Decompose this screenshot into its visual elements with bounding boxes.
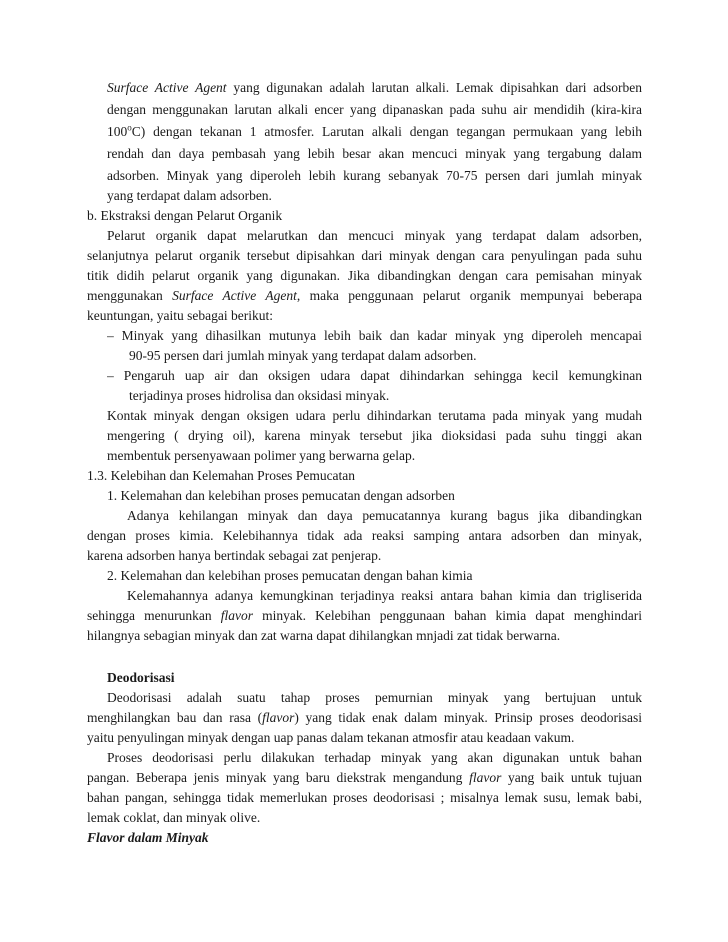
text-line: Adanya kehilangan minyak dan daya pemucatannya kurang bagus jika dibandingkan — [127, 508, 642, 523]
text-line: dengan menggunakan larutan alkali encer yang dipanaskan pada suhu air mendidih (kira-kira — [107, 102, 642, 117]
text-line: karena adsorben hanya bertindak sebagai zat penjerap. — [87, 548, 382, 563]
text-line: pangan. Beberapa jenis minyak yang baru diekstrak mengandung flavor yang baik untuk tujuan — [87, 770, 642, 785]
text-line: dengan proses kimia. Kelebihannya tidak ada reaksi samping antara adsorben dan minyak, — [87, 528, 642, 543]
subsection-heading: b. Ekstraksi dengan Pelarut Organik — [87, 208, 283, 223]
text-line: Proses deodorisasi perlu dilakukan terhadap minyak yang akan digunakan untuk bahan — [107, 750, 642, 765]
text-line: 100$^o$C) dengan tekanan 1 atmosfer. Larutan alkali dengan tegangan permukaan yang lebih — [107, 122, 642, 139]
text-line: mengering ( drying oil), karena minyak tersebut jika dioksidasi pada suhu tinggi akan — [107, 428, 642, 443]
text-line: titik didih pelarut organik yang digunakan. Jika dibandingkan dengan cara pemisahan minyak — [87, 268, 642, 283]
text-line: terjadinya proses hidrolisa dan oksidasi minyak. — [129, 388, 390, 403]
text-line: Pelarut organik dapat melarutkan dan mencuci minyak yang terdapat dalam adsorben, — [107, 228, 642, 243]
list-item: 2. Kelemahan dan kelebihan proses pemucatan dengan bahan kimia — [107, 568, 473, 583]
text-line: bahan pangan, sehingga tidak memerlukan proses deodorisasi ; misalnya lemak susu, lemak babi, — [87, 790, 642, 805]
text-line: Surface Active Agent yang digunakan adalah larutan alkali. Lemak dipisahkan dari adsorben — [107, 80, 642, 95]
text-line: hilangnya sebagian minyak dan zat warna dapat dihilangkan mnjadi zat tidak berwarna. — [87, 628, 561, 643]
section-heading: Flavor dalam Minyak — [87, 830, 209, 845]
text-line: menghilangkan bau dan rasa (flavor) yang tidak enak dalam minyak. Prinsip proses deodorisasi — [87, 710, 642, 725]
text-line: rendah dan daya pembasah yang lebih besar akan mencuci minyak yang tergabung dalam — [107, 146, 642, 161]
text-line: membentuk persenyawaan polimer yang berwarna gelap. — [107, 448, 416, 463]
text-line: adsorben. Minyak yang diperoleh lebih kurang sebanyak 70-75 persen dari jumlah minyak — [107, 168, 642, 183]
section-heading: 1.3. Kelebihan dan Kelemahan Proses Pemucatan — [87, 468, 356, 483]
text-line: sehingga menurunkan flavor minyak. Kelebihan penggunaan bahan kimia dapat menghindari — [87, 608, 642, 623]
text-line: yaitu penyulingan minyak dengan uap panas dalam tekanan atmosfir atau keadaan vakum. — [87, 730, 575, 745]
text-line: Kontak minyak dengan oksigen udara perlu dihindarkan terutama pada minyak yang mudah — [107, 408, 642, 423]
list-item: – Minyak yang dihasilkan mutunya lebih baik dan kadar minyak yng diperoleh mencapai — [107, 328, 642, 343]
text-line: selanjutnya pelarut organik tersebut dipisahkan dari minyak dengan cara penyulingan pada suhu — [87, 248, 642, 263]
section-heading: Deodorisasi — [107, 670, 175, 685]
text-line: keuntungan, yaitu sebagai berikut: — [87, 308, 273, 323]
text-line: menggunakan Surface Active Agent, maka penggunaan pelarut organik mempunyai beberapa — [87, 288, 642, 303]
text-line: 90-95 persen dari jumlah minyak yang terdapat dalam adsorben. — [129, 348, 477, 363]
list-item: – Pengaruh uap air dan oksigen udara dapat dihindarkan sehingga kecil kemungkinan — [107, 368, 642, 383]
text-line: lemak coklat, dan minyak olive. — [87, 810, 261, 825]
list-item: 1. Kelemahan dan kelebihan proses pemucatan dengan adsorben — [107, 488, 455, 503]
text-line: Deodorisasi adalah suatu tahap proses pemurnian minyak yang bertujuan untuk — [107, 690, 642, 705]
text-line: Kelemahannya adanya kemungkinan terjadinya reaksi antara bahan kimia dan trigliserida — [127, 588, 642, 603]
text-line: yang terdapat dalam adsorben. — [107, 188, 272, 203]
